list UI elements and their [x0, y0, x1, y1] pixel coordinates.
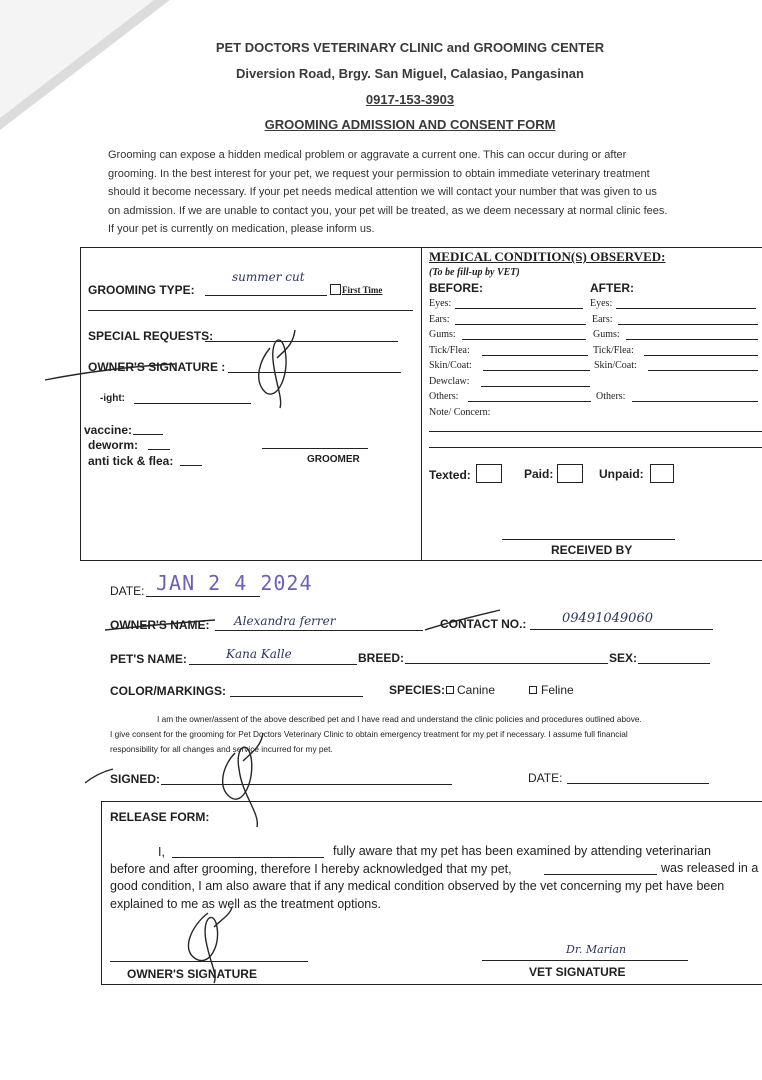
groomer-label: GROOMER: [307, 454, 360, 465]
signed-label: SIGNED:: [110, 772, 161, 786]
deworm-label: deworm:: [88, 438, 139, 452]
before-ears-label: Ears:: [429, 314, 450, 325]
after-skincoat-label: Skin/Coat:: [594, 360, 637, 371]
paid-label: Paid:: [524, 467, 554, 481]
box-divider: [421, 247, 422, 560]
before-skincoat-line[interactable]: [483, 370, 590, 371]
date-label: DATE:: [110, 584, 145, 598]
before-label: BEFORE:: [429, 281, 483, 295]
deworm-line[interactable]: [148, 449, 170, 450]
before-dewclaw-label: Dewclaw:: [429, 376, 470, 387]
after-label: AFTER:: [590, 281, 634, 295]
after-tickflea-line[interactable]: [644, 355, 758, 356]
intro-line: If your pet is currently on medication, please inform us.: [108, 223, 375, 236]
first-time-checkbox[interactable]: [330, 284, 341, 295]
release-text-1: fully aware that my pet has been examined by attending veterinarian: [333, 844, 712, 858]
clinic-name: PET DOCTORS VETERINARY CLINIC and GROOMING CENTER: [215, 40, 605, 55]
contact-value[interactable]: 09491049060: [562, 611, 653, 626]
color-markings-label: COLOR/MARKINGS:: [110, 684, 226, 698]
after-others-label: Others:: [596, 391, 626, 402]
vet-sig-label: VET SIGNATURE: [529, 965, 626, 979]
unpaid-checkbox[interactable]: [650, 464, 674, 483]
before-dewclaw-line[interactable]: [481, 386, 590, 387]
after-eyes-label: Eyes:: [590, 298, 613, 309]
vet-sig-line[interactable]: [482, 960, 688, 961]
before-tickflea-line[interactable]: [482, 355, 588, 356]
before-others-label: Others:: [429, 391, 459, 402]
unpaid-label: Unpaid:: [599, 467, 644, 481]
intro-paragraph: [108, 146, 728, 239]
before-gums-label: Gums:: [429, 329, 456, 340]
grooming-type-value[interactable]: summer cut: [232, 270, 305, 284]
canine-checkbox[interactable]: [446, 686, 454, 694]
owner-signature-3: [170, 905, 250, 985]
consent-line-2: I give consent for the grooming for Pet Doctors Veterinary Clinic to obtain emergency treatment for my pet if necessary. I assume full financial: [110, 729, 628, 739]
clinic-address: Diversion Road, Brgy. San Miguel, Calasiao, Pangasinan: [236, 66, 584, 81]
contact-label: CONTACT NO.:: [440, 617, 527, 631]
vaccine-line[interactable]: [133, 434, 163, 435]
pet-name-line[interactable]: [189, 664, 357, 665]
after-ears-line[interactable]: [618, 324, 758, 325]
after-gums-label: Gums:: [593, 329, 620, 340]
texted-checkbox[interactable]: [476, 464, 502, 483]
canine-label: Canine: [457, 683, 496, 697]
pet-name-value[interactable]: Kana Kalle: [226, 647, 292, 661]
received-by-line[interactable]: [502, 539, 675, 540]
strike-stroke-1: [105, 608, 505, 648]
sex-line[interactable]: [638, 663, 710, 664]
vaccine-label: vaccine:: [84, 423, 133, 437]
release-i-label: I,: [158, 845, 165, 859]
before-ears-line[interactable]: [455, 324, 586, 325]
owner-sig-label: OWNER'S SIGNATURE: [127, 967, 257, 981]
species-label: SPECIES:: [389, 683, 446, 697]
date-line[interactable]: [146, 596, 260, 597]
anti-tick-label: anti tick & flea:: [88, 454, 174, 468]
after-others-line[interactable]: [632, 401, 758, 402]
weight-label: -ight:: [100, 393, 125, 404]
medical-condition-title: MEDICAL CONDITION(S) OBSERVED:: [429, 249, 666, 264]
note-concern-label: Note/ Concern:: [429, 407, 491, 418]
box-bottom-border: [80, 560, 762, 561]
form-title: GROOMING ADMISSION AND CONSENT FORM: [264, 117, 556, 132]
grooming-type-line: [205, 295, 327, 296]
release-left-border: [101, 801, 102, 984]
medical-condition-subtitle: (To be fill-up by VET): [429, 267, 520, 278]
consent-date-line[interactable]: [567, 783, 709, 784]
before-skincoat-label: Skin/Coat:: [429, 360, 472, 371]
release-form-title: RELEASE FORM:: [110, 810, 210, 824]
received-by-label: RECEIVED BY: [551, 543, 633, 557]
anti-tick-line[interactable]: [180, 465, 202, 466]
after-ears-label: Ears:: [592, 314, 613, 325]
release-name-line[interactable]: [172, 857, 324, 858]
owner-name-label: OWNER'S NAME:: [110, 618, 210, 632]
note-line-2[interactable]: [429, 447, 762, 448]
note-line-1[interactable]: [429, 431, 762, 432]
paid-checkbox[interactable]: [557, 464, 583, 483]
release-top-border: [101, 801, 762, 802]
before-tickflea-label: Tick/Flea:: [429, 345, 470, 356]
release-pet-line[interactable]: [544, 874, 657, 875]
contact-line[interactable]: [530, 629, 713, 630]
owner-name-value[interactable]: Alexandra ferrer: [234, 614, 336, 628]
owner-signature-1: [45, 320, 305, 410]
release-text-2b: was released in a: [661, 861, 759, 875]
release-text-3: good condition, I am also aware that if any medical condition observed by the vet concerning my pet have been: [110, 879, 725, 893]
intro-line: grooming. In the best interest for your pet, we request your permission to obtain immediate veterinary treatment: [108, 167, 650, 180]
intro-line: Grooming can expose a hidden medical problem or aggravate a current one. This can occur during or after: [108, 149, 627, 161]
before-gums-line[interactable]: [462, 339, 586, 340]
consent-line-1: I am the owner/assent of the above described pet and I have read and understand the clinic policies and procedures outlined above.: [157, 714, 642, 724]
clinic-phone: 0917-153-3903: [365, 92, 455, 107]
breed-label: BREED:: [358, 651, 405, 665]
date-stamp: JAN 2 4 2024: [156, 571, 313, 595]
feline-checkbox[interactable]: [529, 686, 537, 694]
first-time-label: First Time: [342, 285, 383, 295]
texted-label: Texted:: [429, 468, 471, 482]
release-text-2a: before and after grooming, therefore I hereby acknowledged that my pet,: [110, 862, 512, 876]
grooming-type-line-2: [88, 310, 413, 311]
vet-sig-value: Dr. Marian: [566, 943, 627, 956]
color-markings-line[interactable]: [230, 696, 363, 697]
grooming-type-label: GROOMING TYPE:: [88, 283, 195, 297]
before-eyes-line[interactable]: [455, 308, 583, 309]
sex-label: SEX:: [609, 651, 638, 665]
intro-line: should it become necessary. If your pet needs medical attention we will contact your number that was given to us: [108, 186, 657, 199]
after-eyes-line[interactable]: [616, 308, 756, 309]
before-eyes-label: Eyes:: [429, 298, 452, 309]
weight-line[interactable]: [134, 403, 251, 404]
after-gums-line[interactable]: [626, 339, 758, 340]
after-skincoat-line[interactable]: [648, 370, 758, 371]
release-text-4: explained to me as well as the treatment options.: [110, 897, 381, 911]
after-tickflea-label: Tick/Flea:: [593, 345, 634, 356]
consent-line-3: responsibility for all changes and service incurred for my pet.: [110, 744, 333, 754]
intro-line: on admission. If we are unable to contact you, your pet will be treated, as we deem necessary at normal clinic fees.: [108, 204, 668, 217]
owners-signature-label: OWNER'S SIGNATURE :: [88, 360, 226, 374]
groomer-line[interactable]: [262, 448, 368, 449]
breed-line[interactable]: [405, 663, 608, 664]
pet-name-label: PET'S NAME:: [110, 652, 187, 666]
consent-date-label: DATE:: [528, 771, 563, 785]
feline-label: Feline: [541, 683, 574, 697]
before-others-line[interactable]: [468, 401, 591, 402]
special-requests-label: SPECIAL REQUESTS:: [88, 329, 214, 343]
